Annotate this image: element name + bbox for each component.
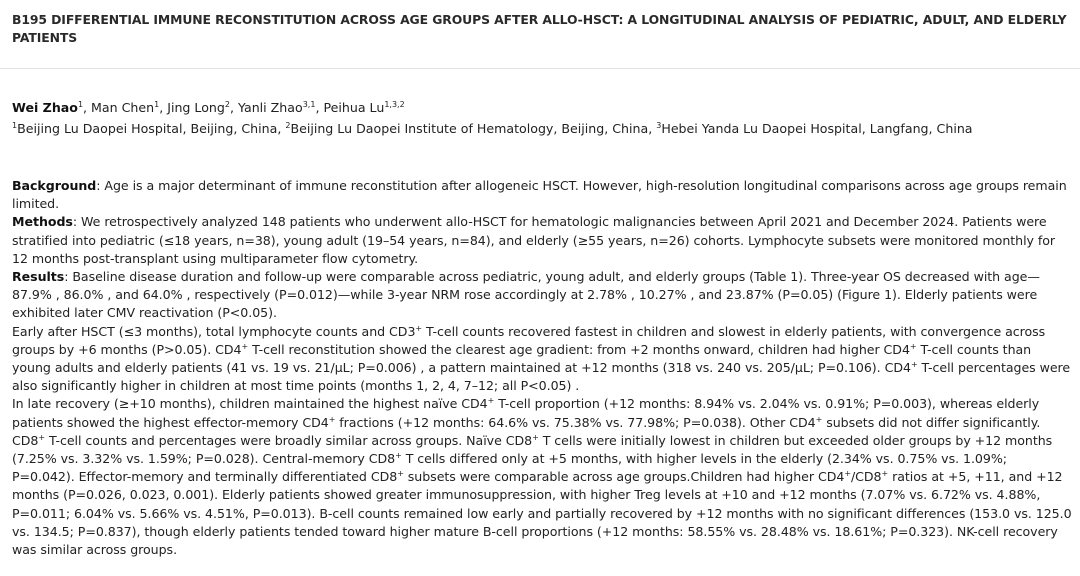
background-label: Background (12, 178, 97, 193)
affiliation-text: Hebei Yanda Lu Daopei Hospital, Langfang, China (661, 121, 973, 136)
background-text: : Age is a major determinant of immune reconstitution after allogeneic HSCT. However, high-resolution longitudinal comparisons across age groups remain limited. (12, 178, 1067, 212)
author-affiliation-mark: 2 (224, 100, 230, 109)
results-text: : Baseline disease duration and follow-up were comparable across pediatric, young adult, and elderly groups (Table 1). Three-year OS decreased with age—87.9% , 86.0% , and 64.0% , respectively (P=0.012)—while 3-year NRM rose accordingly at 2.78% , 10.27% , and 23.87% (P=0.05) (Figure 1). Elderly patients were exhibited later CMV reactivation (P<0.05). (12, 269, 1040, 321)
author-affiliation-mark: 1,3,2 (384, 100, 405, 109)
affiliation-mark: 2 (285, 121, 291, 130)
superscript: + (909, 341, 917, 351)
affiliation-text: Beijing Lu Daopei Institute of Hematology, Beijing, China, (290, 121, 657, 136)
text-run: ratios at +5, +11, and +12 months (P=0.026, 0.023, 0.001). Elderly patients showed greater immunosuppression, with higher Treg levels at +10 and +12 months (7.07% vs. 6.72% vs. 4.88%, P=0.011; 6.04% vs. 5.66% vs. 4.51%, P=0.013). B-cell counts remained low early and partially recovered by +12 months with no significant differences (153.0 vs. 125.0 vs. 134.5; P=0.837), though elderly patients tended toward higher mature B-cell proportions (+12 months: 58.55% vs. 28.48% vs. 18.61%; P=0.323). NK-cell recovery was similar across groups. (12, 469, 1072, 558)
superscript: + (397, 469, 404, 479)
author-name: Man Chen (91, 100, 155, 115)
early-recovery-paragraph (12, 323, 1072, 396)
abstract-body (12, 177, 1072, 559)
superscript: + (844, 469, 851, 479)
text-run: T-cell counts and percentages were broadly similar across groups. Naïve CD8 (45, 432, 533, 448)
superscript: + (328, 414, 336, 424)
text-run: fractions (+12 months: 64.6% vs. 75.38% vs. 77.98%; P=0.038). Other CD4 (335, 414, 816, 430)
text-run: T-cell counts recovered fastest in children and slowest in elderly patients, with convergence across groups by +6 months (P>0.05). CD4 (12, 323, 1046, 357)
divider (0, 68, 1080, 69)
methods-text: : We retrospectively analyzed 148 patients who underwent allo-HSCT for hematologic malignancies between April 2021 and December 2024. Patients were stratified into pediatric (≤18 years, n=38), young adult (19–54 years, n=84), and elderly (≥55 years, n=26) cohorts. Lymphocyte subsets were monitored monthly for 12 months post-transplant using multiparameter flow cytometry. (12, 214, 1056, 266)
text-run: /CD8 (850, 469, 882, 485)
superscript: + (487, 396, 495, 406)
author-name: Yanli Zhao (238, 100, 303, 115)
text-run: T-cell reconstitution showed the clearest age gradient: from +2 months onward, children had higher CD4 (248, 341, 910, 357)
author-list: Wei Zhao$^1$, Man Chen$^1$, Jing Long$^2$, Yanli Zhao$^{3,1}$, Peihua Lu$^{1,3,2}$ (12, 100, 405, 115)
background-paragraph (12, 177, 1072, 213)
author-affiliation-mark: 1 (154, 100, 160, 109)
text-run: subsets did not differ significantly. CD8 (12, 414, 1041, 448)
text-run: T cells were initially lowest in children but exceeded older groups by +12 months (7.25% vs. 3.32% vs. 1.59%; P=0.028). Central-memory CD8 (12, 432, 1053, 467)
methods-paragraph (12, 213, 1072, 268)
affiliation-list (12, 119, 1070, 138)
results-label: Results (12, 269, 65, 285)
late-recovery-paragraph (12, 395, 1072, 559)
text-run: T cells differed only at +5 months, with higher levels in the elderly (2.34% vs. 0.75% vs. 1.09%; P=0.042). Effector-memory and terminally differentiated CD8 (12, 451, 1007, 485)
superscript: + (815, 414, 823, 424)
abstract-title: B195 DIFFERENTIAL IMMUNE RECONSTITUTION ACROSS AGE GROUPS AFTER ALLO-HSCT: A LONGITUDINAL ANALYSIS OF PEDIATRIC, ADULT, AND ELDERLY PATIENTS (12, 12, 1067, 45)
results-paragraph (12, 268, 1072, 323)
superscript: + (881, 469, 889, 479)
affiliation-mark: 3 (656, 121, 662, 130)
text-run: In late recovery (≥+10 months), children maintained the highest naïve CD4 (12, 396, 488, 412)
author-affiliation-mark: 3,1 (302, 100, 316, 109)
text-run: Early after HSCT (≤3 months), total lymphocyte counts and CD3 (12, 323, 416, 339)
superscript: + (532, 432, 539, 442)
text-run: T-cell percentages were also significantly higher in children at most time points (months 1, 2, 4, 7–12; all P<0.05) . (12, 360, 1071, 394)
affiliation-mark: 1 (12, 121, 18, 130)
author-name: Wei Zhao (12, 100, 78, 115)
author-affiliation-mark: 1 (77, 100, 84, 109)
text-run: T-cell proportion (+12 months: 8.94% vs. 2.04% vs. 0.91%; P=0.003), whereas elderly patients showed the highest effector-memory CD4 (12, 396, 1040, 430)
superscript: + (241, 341, 249, 351)
author-name: Jing Long (167, 100, 225, 115)
superscript: + (38, 432, 46, 442)
author-name: Peihua Lu (323, 100, 385, 115)
text-run: T-cell counts than young adults and elderly patients (41 vs. 19 vs. 21/μL; P=0.006) , a pattern maintained at +12 months (318 vs. 240 vs. 205/μL; P=0.106). CD4 (12, 341, 1032, 376)
superscript: + (910, 360, 918, 370)
text-run: subsets were comparable across age groups.Children had higher CD4 (403, 469, 845, 485)
superscript: + (395, 451, 402, 461)
methods-label: Methods (12, 214, 73, 230)
superscript: + (415, 323, 423, 333)
affiliation-text: Beijing Lu Daopei Hospital, Beijing, China, (17, 121, 286, 136)
